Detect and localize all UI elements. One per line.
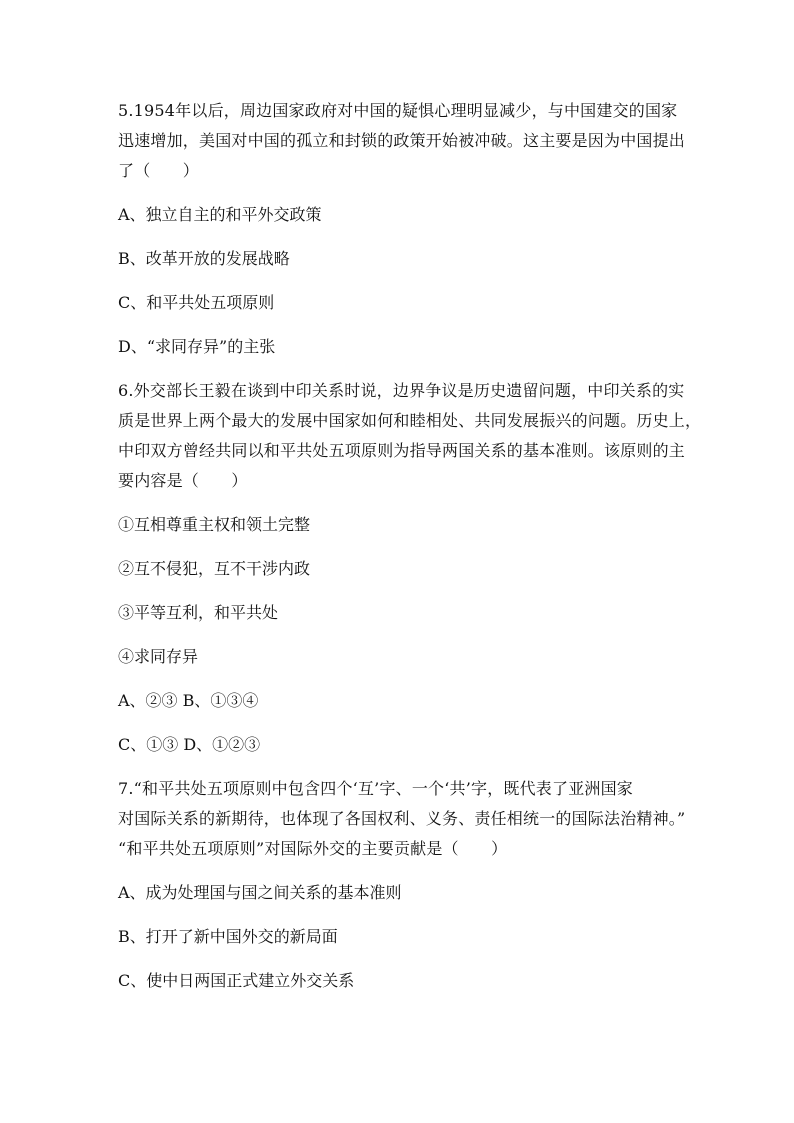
stem-line: 5.1954年以后，周边国家政府对中国的疑惧心理明显减少，与中国建交的国家 [118,101,678,120]
stem-line: 了（ ） [118,161,200,180]
statement-3: ③平等互利，和平共处 [118,603,279,622]
question-stem [118,96,686,186]
question-6 [118,376,702,760]
stem-line: 质是世界上两个最大的发展中国家如何和睦相处、共同发展振兴的问题。历史上， [118,411,702,430]
document-page [118,96,702,996]
option-b: B、改革开放的发展战略 [118,249,290,268]
option-c: C、和平共处五项原则 [118,293,275,312]
stem-line: 对国际关系的新期待，也体现了各国权利、义务、责任相统一的国际法治精神。” [118,809,686,828]
stem-line: 中印双方曾经共同以和平共处五项原则为指导两国关系的基本准则。该原则的主 [118,441,686,460]
statement-1: ①互相尊重主权和领土完整 [118,515,311,534]
question-stem [118,774,686,864]
option-d: D、“求同存异”的主张 [118,337,276,356]
stem-line: 6.外交部长王毅在谈到中印关系时说，边界争议是历史遗留问题，中印关系的实 [118,381,685,400]
question-stem [118,376,702,496]
option-c: C、使中日两国正式建立外交关系 [118,971,355,990]
stem-line: 迅速增加，美国对中国的孤立和封锁的政策开始被冲破。这主要是因为中国提出 [118,131,686,150]
statement-4: ④求同存异 [118,647,199,666]
option-b: B、打开了新中国外交的新局面 [118,927,338,946]
option-a: A、成为处理国与国之间关系的基本准则 [118,883,402,902]
option-c-d: C、①③ D、①②③ [118,735,261,754]
stem-line: “和平共处五项原则”对国际外交的主要贡献是（ ） [118,839,508,858]
option-a-b: A、②③ B、①③④ [118,691,259,710]
stem-line: 7.“和平共处五项原则中包含四个‘互’字、一个‘共’字，既代表了亚洲国家 [118,779,633,798]
statement-2: ②互不侵犯，互不干涉内政 [118,559,311,578]
question-7 [118,774,686,996]
option-a: A、独立自主的和平外交政策 [118,205,322,224]
question-5 [118,96,686,362]
stem-line: 要内容是（ ） [118,471,248,490]
